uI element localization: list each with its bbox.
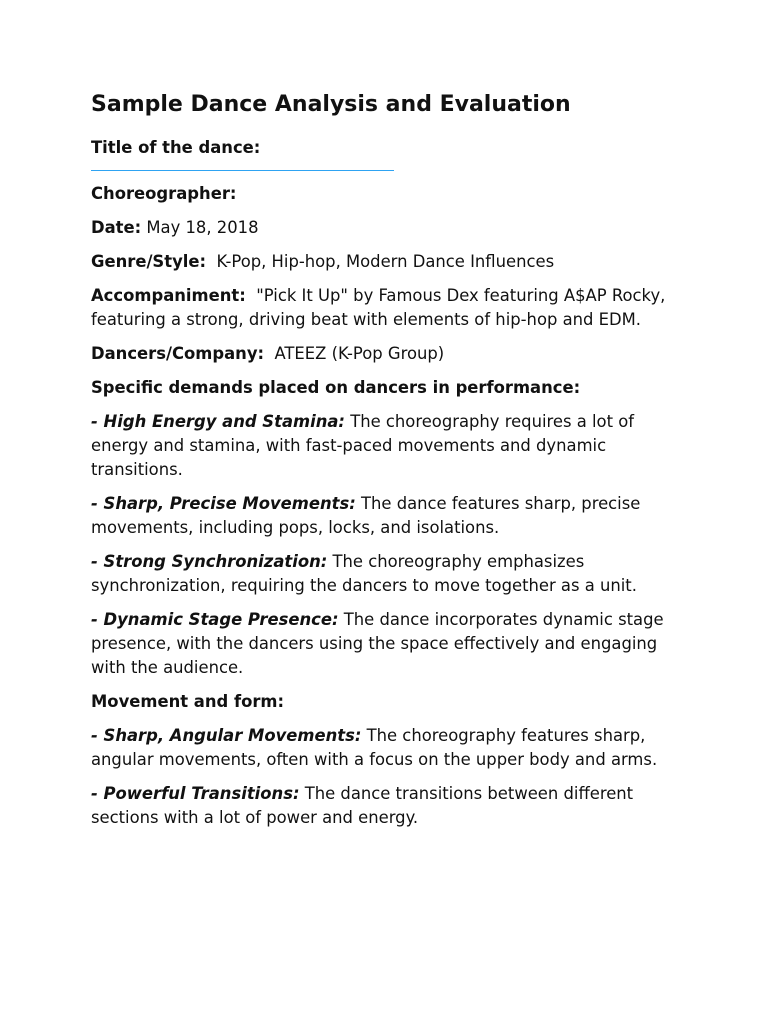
title-of-dance-label: Title of the dance: (91, 138, 261, 157)
date-field (91, 216, 682, 240)
accompaniment-label: Accompaniment: (91, 286, 246, 305)
date-label: Date: (91, 218, 142, 237)
demand-text: The dance incorporates dynamic stage presence, with the dancers using the space effectively and engaging with the audience. (91, 610, 664, 677)
movement-item (91, 782, 682, 830)
demand-text: The dance features sharp, precise movements, including pops, locks, and isolations. (91, 494, 641, 537)
demands-heading: Specific demands placed on dancers in performance: (91, 378, 581, 397)
choreographer-field (91, 182, 682, 206)
accompaniment-value: "Pick It Up" by Famous Dex featuring A$AP Rocky, featuring a strong, driving beat with elements of hip-hop and EDM. (91, 286, 666, 329)
accompaniment-field (91, 284, 682, 332)
genre-field (91, 250, 682, 274)
movement-text: The dance transitions between different sections with a lot of power and energy. (91, 784, 634, 827)
demand-term: - Dynamic Stage Presence: (91, 610, 339, 629)
demand-item (91, 608, 682, 680)
movement-text: The choreography features sharp, angular movements, often with a focus on the upper body and arms. (91, 726, 658, 769)
movement-term: - Sharp, Angular Movements: (91, 726, 362, 745)
title-of-dance-field (91, 136, 682, 160)
movement-term: - Powerful Transitions: (91, 784, 300, 803)
demand-term: - Strong Synchronization: (91, 552, 328, 571)
demand-item (91, 410, 682, 482)
demand-term: - High Energy and Stamina: (91, 412, 345, 431)
demand-text: The choreography emphasizes synchronization, requiring the dancers to move together as a unit. (91, 552, 637, 595)
demand-text: The choreography requires a lot of energy and stamina, with fast-paced movements and dynamic transitions. (91, 412, 635, 479)
document-title: Sample Dance Analysis and Evaluation (91, 92, 571, 117)
dancers-label: Dancers/Company: (91, 344, 265, 363)
dancers-field (91, 342, 682, 366)
demand-term: - Sharp, Precise Movements: (91, 494, 356, 513)
demand-item (91, 492, 682, 540)
genre-label: Genre/Style: (91, 252, 207, 271)
choreographer-label: Choreographer: (91, 184, 237, 203)
movement-item (91, 724, 682, 772)
dancers-value: ATEEZ (K-Pop Group) (274, 344, 445, 363)
movement-heading: Movement and form: (91, 692, 285, 711)
title-underline (91, 170, 394, 171)
genre-value: K-Pop, Hip-hop, Modern Dance Influences (216, 252, 555, 271)
demand-item (91, 550, 682, 598)
date-value: May 18, 2018 (146, 218, 259, 237)
